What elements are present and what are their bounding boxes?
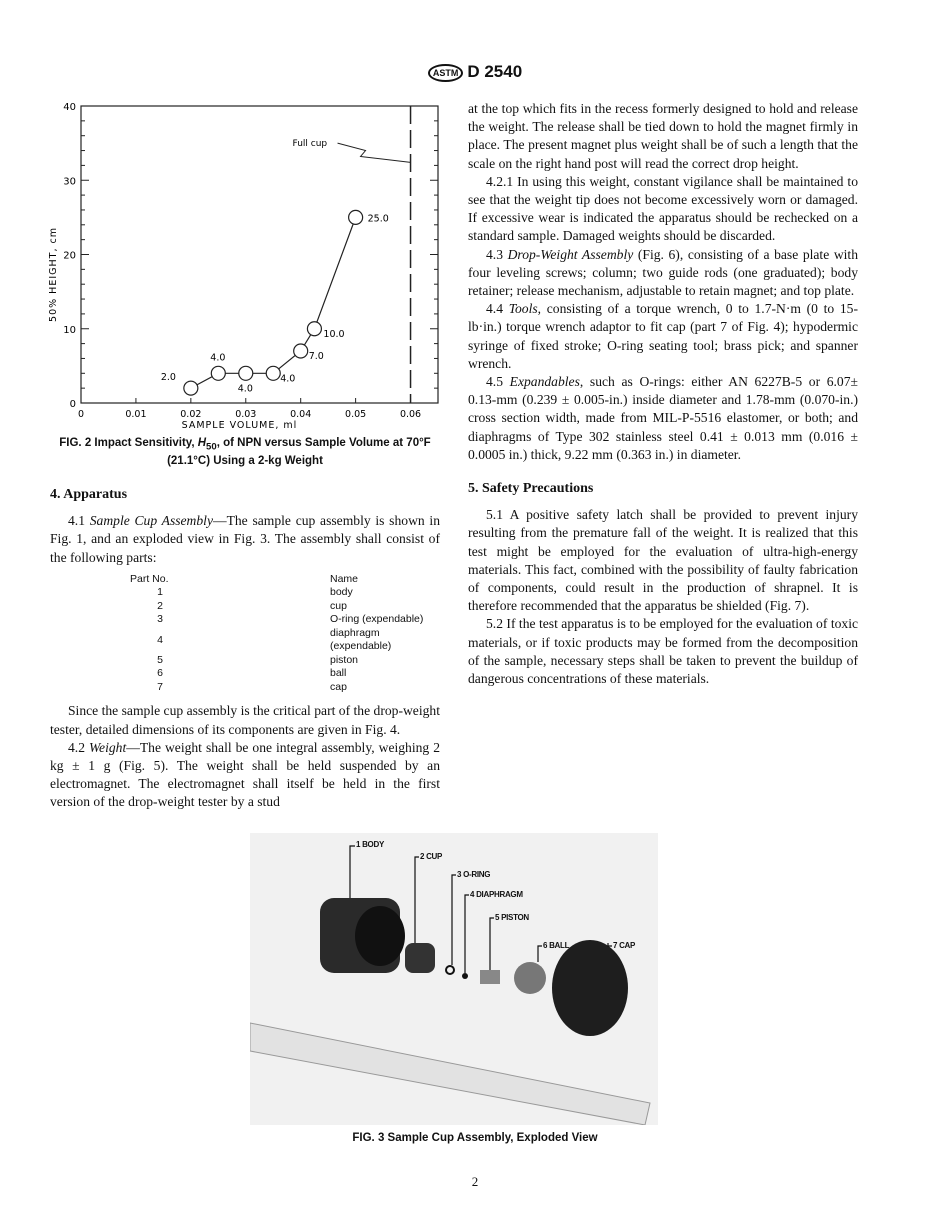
data-label: 25.0 (367, 213, 389, 225)
part-no: 5 (157, 653, 163, 666)
x-tick-label: 0.06 (399, 409, 422, 420)
y-tick-label: 40 (63, 102, 76, 113)
title: Weight (88, 739, 127, 755)
x-tick-label: 0.05 (345, 409, 367, 420)
cap-part (552, 940, 628, 1036)
cup-part (405, 943, 435, 973)
x-tick-label: 0.03 (235, 409, 257, 420)
text: —The weight shall be one integral assembly, weighing 2 kg ± 1 g (Fig. 5). The weight shall be held suspended by an electromagnet. The electromagnet shall itself be held in the first version of the drop-weight tester by a stud (50, 739, 441, 810)
num: 4.1 (68, 513, 90, 529)
paragraph-since: Since the sample cup assembly is the critical part of the drop-weight tester, detailed dimensions of its components are given in Fig. 4. (50, 703, 440, 737)
data-label: 7.0 (308, 351, 324, 363)
y-tick-label: 0 (69, 399, 76, 410)
data-point (211, 366, 225, 380)
designation: D 2540 (467, 62, 523, 81)
label-cap: 7 CAP (613, 941, 636, 950)
part-no: 7 (157, 680, 163, 693)
paragraph-4-2-1: 4.2.1 In using this weight, constant vigilance shall be maintained to see that the weight tip does not become excessively worn or damaged. If excessive wear is indicated the apparatus should be rechecked on a standard sample. Damaged weights should be discarded. (468, 173, 858, 244)
data-label: 4.0 (237, 383, 253, 395)
section-heading-safety: 5. Safety Precautions (468, 481, 594, 497)
table-row (130, 654, 440, 668)
part-no: 2 (157, 599, 163, 612)
fig3-caption: FIG. 3 Sample Cup Assembly, Exploded View (352, 1132, 598, 1144)
label-ball: 6 BALL (543, 941, 570, 950)
plot-frame (81, 106, 438, 403)
part-name: body (330, 586, 353, 599)
data-point (307, 322, 321, 336)
paragraph-4-2 (50, 739, 440, 812)
title: Tools (508, 301, 538, 317)
part-name: ball (330, 667, 347, 680)
text: , consisting of a torque wrench, 0 to 1.7-N·m (0 to 15-lb·in.) torque wrench adaptor to fit cap (part 7 of Fig. 4); hypodermic syringe of fixed stroke; O-ring seating tool; brass pick; and spanner wrench. (468, 301, 859, 371)
label-o-ring: 3 O-RING (457, 870, 491, 879)
title: Expandables (509, 374, 580, 390)
full-cup-label: Full cup (292, 139, 328, 150)
data-label: 4.0 (210, 352, 226, 364)
table-row (130, 627, 440, 654)
table-row (130, 600, 440, 614)
right-column (468, 100, 858, 688)
x-tick-label: 0.01 (125, 409, 147, 420)
table-row (130, 667, 440, 681)
part-name: O-ring (expendable) (330, 613, 424, 626)
part-name: cup (330, 599, 347, 612)
body-opening (355, 906, 405, 966)
part-no: 4 (157, 633, 163, 646)
title: Sample Cup Assembly (89, 513, 213, 529)
y-tick-label: 10 (63, 324, 76, 336)
label-cup: 2 CUP (420, 852, 443, 861)
label-body: 1 BODY (356, 840, 384, 849)
section-heading-apparatus: 4. Apparatus (50, 487, 128, 502)
paragraph-5-1: 5.1 A positive safety latch shall be provided to prevent injury resulting from the premature fall of the weight. It is realized that this test might be employed for the evaluation of ultra-high-energy materials. This fact, combined with the possibility of faulty fabrication of components, could result in the production of shrapnel. It is therefore recommended that the apparatus be shielded (Fig. 7). (468, 507, 858, 614)
diaphragm-part (462, 973, 468, 979)
table-row (130, 681, 440, 695)
parts-table (130, 573, 440, 695)
data-label: 2.0 (160, 372, 176, 384)
fig2-caption (50, 436, 440, 469)
caption-text: FIG. 2 Impact Sensitivity, (59, 437, 198, 449)
text: (Fig. 6), consisting of a base plate with four leveling screws; column; two guide rods (one graduated); body retainer; release mechanism, adjustable to retain magnet; and top plate. (468, 246, 858, 299)
o-ring-part (446, 966, 454, 974)
ruler (250, 1023, 650, 1125)
fig3-photo (250, 833, 658, 1125)
table-row (130, 613, 440, 627)
paragraph-4-5 (468, 373, 858, 464)
part-name: cap (330, 680, 347, 693)
num: 4.5 (486, 374, 510, 390)
paragraph-continued: at the top which fits in the recess formerly designed to hold and release the weight. The release shall be tied down to hold the magnet firmly in place. The present magnet plus weight shall be of such a length that the scale on the right hand post will read the correct drop height. (468, 101, 858, 171)
caption-text: , of NPN versus Sample Volume at 70°F (21.1°C) Using a 2-kg Weight (167, 437, 431, 468)
header-part-no: Part No. (130, 572, 169, 585)
page-number: 2 (471, 1174, 479, 1189)
piston-part (480, 970, 500, 984)
x-axis-label: SAMPLE VOLUME, ml (181, 420, 298, 431)
paragraph-4-1 (50, 512, 440, 567)
data-point (266, 366, 280, 380)
part-name: piston (330, 653, 359, 666)
paragraph-4-3 (468, 246, 858, 301)
y-axis-label: 50% HEIGHT, cm (48, 227, 59, 322)
label-piston: 5 PISTON (495, 913, 529, 922)
paragraph-4-4 (468, 300, 858, 373)
ball-part (514, 962, 546, 994)
data-point (239, 366, 253, 380)
astm-logo: ASTM (428, 64, 464, 82)
text: —The sample cup assembly is shown in Fig. 1, and an exploded view in Fig. 3. The assembly shall consist of the following parts: (50, 513, 440, 565)
paragraph-5-2: 5.2 If the test apparatus is to be employed for the evaluation of toxic materials, or if toxic products may be formed from the decomposition of the sample, necessary steps shall be taken to prevent the buildup of dangerous concentrations of these materials. (468, 616, 858, 687)
full-cup-arrow (338, 143, 411, 162)
table-row (130, 586, 440, 600)
caption-symbol: H (197, 437, 207, 449)
part-no: 6 (157, 667, 163, 680)
text: , such as O-rings: either AN 6227B-5 or 6.07± 0.13-mm (0.239 ± 0.005-in.) inside diameter and 1.78-mm (0.070-in.) cross section width, made from MIL-P-5516 elastomer, or both; and diaphragms of Type 302 stainless steel 0.41 ± 0.013 mm (0.016 ± 0.0005 in.) thick, 9.22 mm (0.363 in.) in diameter. (468, 374, 858, 462)
y-tick-label: 30 (63, 176, 76, 188)
data-label: 4.0 (280, 373, 296, 385)
data-label: 10.0 (323, 328, 345, 340)
header-name: Name (330, 572, 359, 585)
caption-sub: 50 (206, 441, 217, 453)
part-no: 3 (157, 613, 163, 626)
data-point (349, 210, 363, 224)
part-name: diaphragm (expendable) (330, 626, 392, 653)
x-tick-label: 0.04 (290, 409, 312, 420)
exploded-assembly-illustration (250, 833, 658, 1125)
num: 4.3 (486, 246, 508, 262)
fig2-chart (40, 95, 450, 435)
title: Drop-Weight Assembly (507, 246, 634, 262)
part-no: 1 (157, 586, 163, 599)
x-tick-label: 0 (77, 409, 85, 420)
label-diaphragm: 4 DIAPHRAGM (470, 890, 523, 899)
data-point (184, 381, 198, 395)
left-column (50, 486, 440, 812)
page-header (0, 62, 950, 82)
y-tick-label: 20 (63, 250, 76, 262)
x-tick-label: 0.02 (180, 409, 202, 420)
num: 4.4 (486, 301, 509, 317)
data-point (294, 344, 308, 358)
num: 4.2 (68, 739, 89, 755)
